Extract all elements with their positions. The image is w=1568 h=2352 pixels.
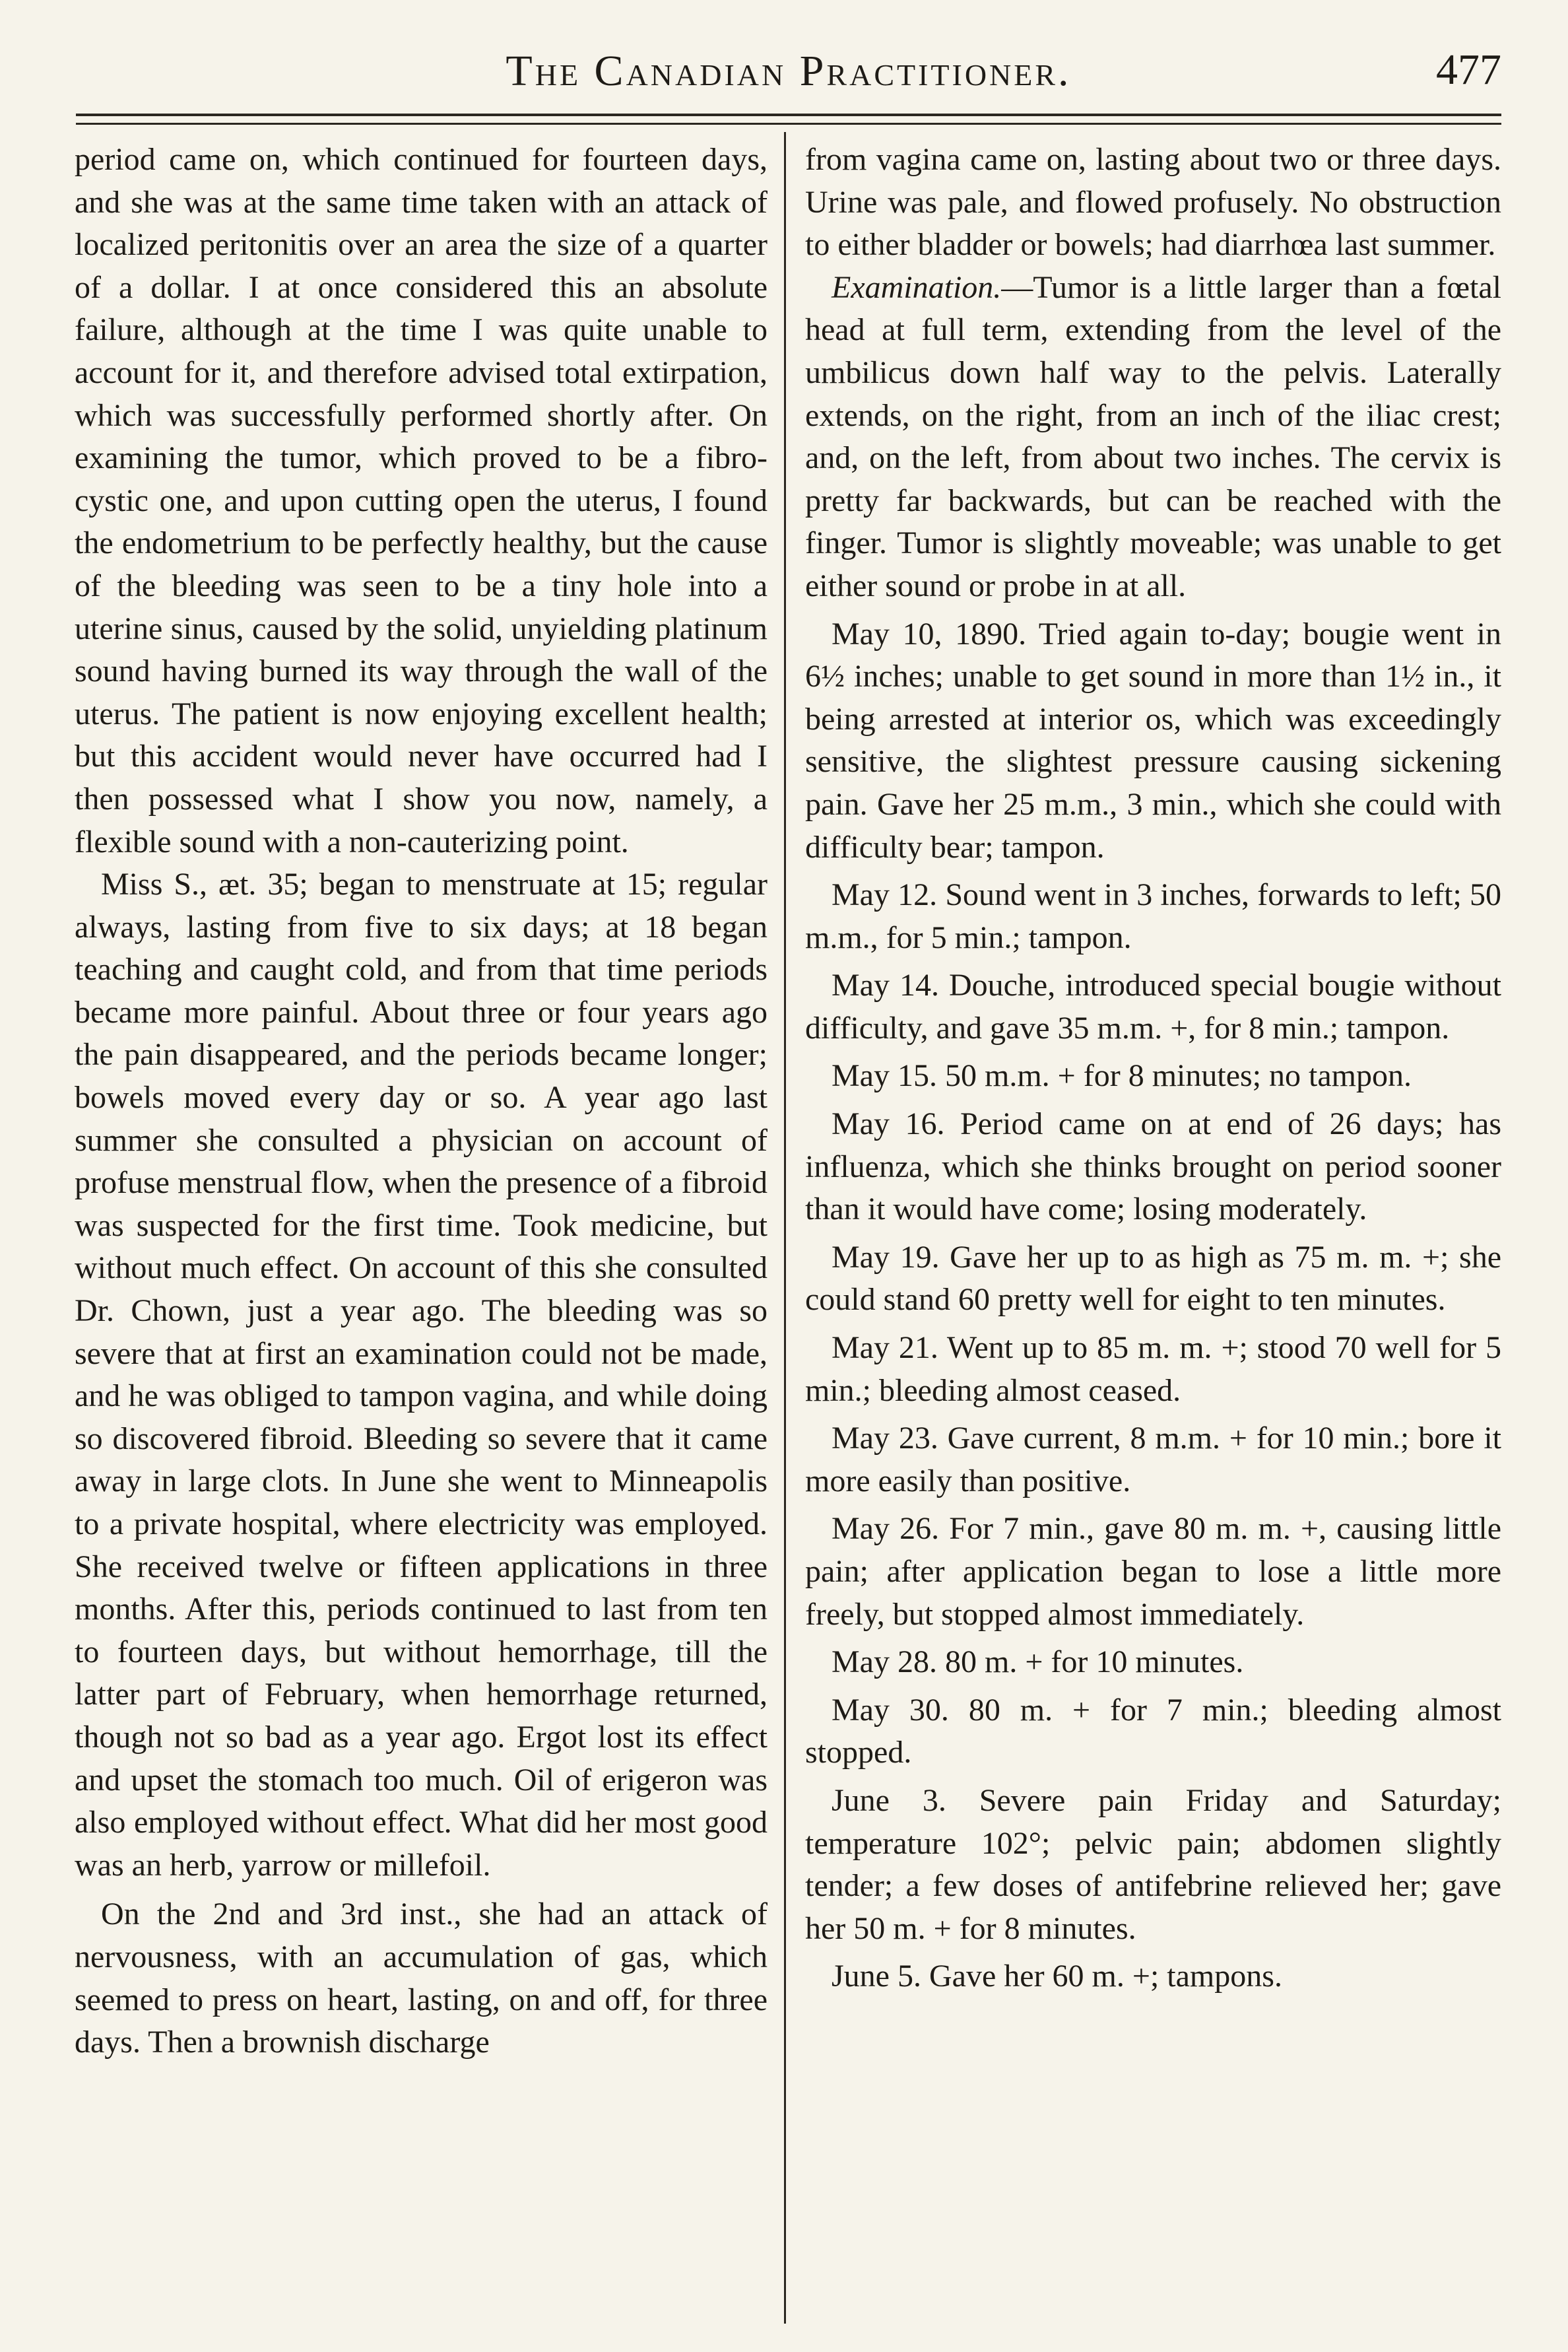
examination-text: —Tumor is a little larger than a fœtal head at full term, extending from the level of the umbilicus down half way to the pelvis. Laterally extends, on the right, from an inch of the iliac crest; and, on the left, from about two inches. The cervix is pretty far backwards, but can be reached with the finger. Tumor is slightly moveable; was unable to get either sound or probe in at all. bbox=[805, 269, 1501, 603]
dated-entry: May 26. For 7 min., gave 80 m. m. +, causing little pain; after application began to lose a little more freely, but stopped almost immediately. bbox=[805, 1511, 1501, 1632]
dated-entry: May 23. Gave current, 8 m.m. + for 10 min.; bore it more easily than positive. bbox=[805, 1421, 1501, 1498]
dated-entry: May 16. Period came on at end of 26 days; has influenza, which she thinks brought on period sooner than it would have come; losing moderately. bbox=[805, 1106, 1501, 1227]
dated-entry: May 19. Gave her up to as high as 75 m. m. +; she could stand 60 pretty well for eight to ten minutes. bbox=[805, 1239, 1501, 1318]
dated-entry: May 12. Sound went in 3 inches, forwards to left; 50 m.m., for 5 min.; tampon. bbox=[805, 877, 1501, 955]
dated-entry: June 5. Gave her 60 m. +; tampons. bbox=[832, 1959, 1282, 1994]
dated-entry: May 21. Went up to 85 m. m. +; stood 70 well for 5 min.; bleeding almost ceased. bbox=[805, 1330, 1501, 1408]
page-number: 477 bbox=[1436, 46, 1501, 94]
header-rule-thick bbox=[76, 114, 1501, 116]
dated-entry: May 10, 1890. Tried again to-day; bougie went in 6½ inches; unable to get sound in more than 1½ in., it being arrested at interior os, which was exceedingly sensitive, the slightest pressure causing sickening pain. Gave her 25 m.m., 3 min., which she could with difficulty bear; tampon. bbox=[805, 616, 1501, 865]
paragraph: On the 2nd and 3rd inst., she had an attack of nervousness, with an accumulation of gas, which seemed to press on heart, lasting, on and off, for three days. Then a brownish discharge bbox=[75, 1897, 768, 2060]
dated-entry: May 28. 80 m. + for 10 minutes. bbox=[832, 1644, 1244, 1680]
left-column bbox=[75, 139, 768, 2324]
dated-entry: May 14. Douche, introduced special bougie without difficulty, and gave 35 m.m. +, for 8 min.; tampon. bbox=[805, 968, 1501, 1046]
dated-entry: May 15. 50 m.m. + for 8 minutes; no tampon. bbox=[832, 1058, 1412, 1094]
header-rule-thin bbox=[76, 123, 1501, 125]
dated-entry: June 3. Severe pain Friday and Saturday; temperature 102°; pelvic pain; abdomen slightly tender; a few doses of antifebrine relieved her; gave her 50 m. + for 8 minutes. bbox=[805, 1782, 1501, 1946]
dated-entry: May 30. 80 m. + for 7 min.; bleeding almost stopped. bbox=[805, 1692, 1501, 1770]
column-divider bbox=[784, 132, 786, 2324]
case-history-paragraph: Miss S., æt. 35; began to menstruate at 15; regular always, lasting from five to six days; at 18 began teaching and caught cold, and from that time periods became more painful. About three or four years ago the pain disappeared, and the periods became longer; bowels moved every day or so. A year ago last summer she consulted a physician on account of profuse menstrual flow, when the presence of a fibroid was suspected for the first time. Took medicine, but without much effect. On account of this she consulted Dr. Chown, just a year ago. The bleeding was so severe that at first an examination could not be made, and he was obliged to tampon vagina, and while doing so discovered fibroid. Bleeding so severe that it came away in large clots. In June she went to Minneapolis to a private hospital, where electricity was employed. She received twelve or fifteen applications in three months. After this, periods continued to last from ten to fourteen days, but without hemorrhage, till the latter part of February, when hemorrhage returned, though not so bad as a year ago. Ergot lost its effect and upset the stomach too much. Oil of erigeron was also employed without effect. What did her most good was an herb, yarrow or millefoil. bbox=[75, 867, 768, 1883]
running-title: The Canadian Practitioner. bbox=[506, 47, 1072, 95]
examination-heading: Examination. bbox=[832, 269, 1002, 305]
paragraph-continuation: from vagina came on, lasting about two or three days. Urine was pale, and flowed profusely. No obstruction to either bladder or bowels; had diarrhœa last summer. bbox=[805, 142, 1501, 263]
paragraph-continuation: period came on, which continued for fourteen days, and she was at the same time taken with an attack of localized peritonitis over an area the size of a quarter of a dollar. I at once considered this an absolute failure, although at the time I was quite unable to account for it, and therefore advised total extirpation, which was successfully performed shortly after. On examining the tumor, which proved to be a fibro-cystic one, and upon cutting open the uterus, I found the endometrium to be perfectly healthy, but the cause of the bleeding was seen to be a tiny hole into a uterine sinus, caused by the solid, unyielding platinum sound having burned its way through the wall of the uterus. The patient is now enjoying excellent health; but this accident would never have occurred had I then possessed what I show you now, namely, a flexible sound with a non-cauterizing point. bbox=[75, 142, 768, 859]
page-header bbox=[76, 38, 1501, 111]
examination-paragraph bbox=[805, 267, 1501, 608]
right-column bbox=[805, 139, 1501, 2324]
